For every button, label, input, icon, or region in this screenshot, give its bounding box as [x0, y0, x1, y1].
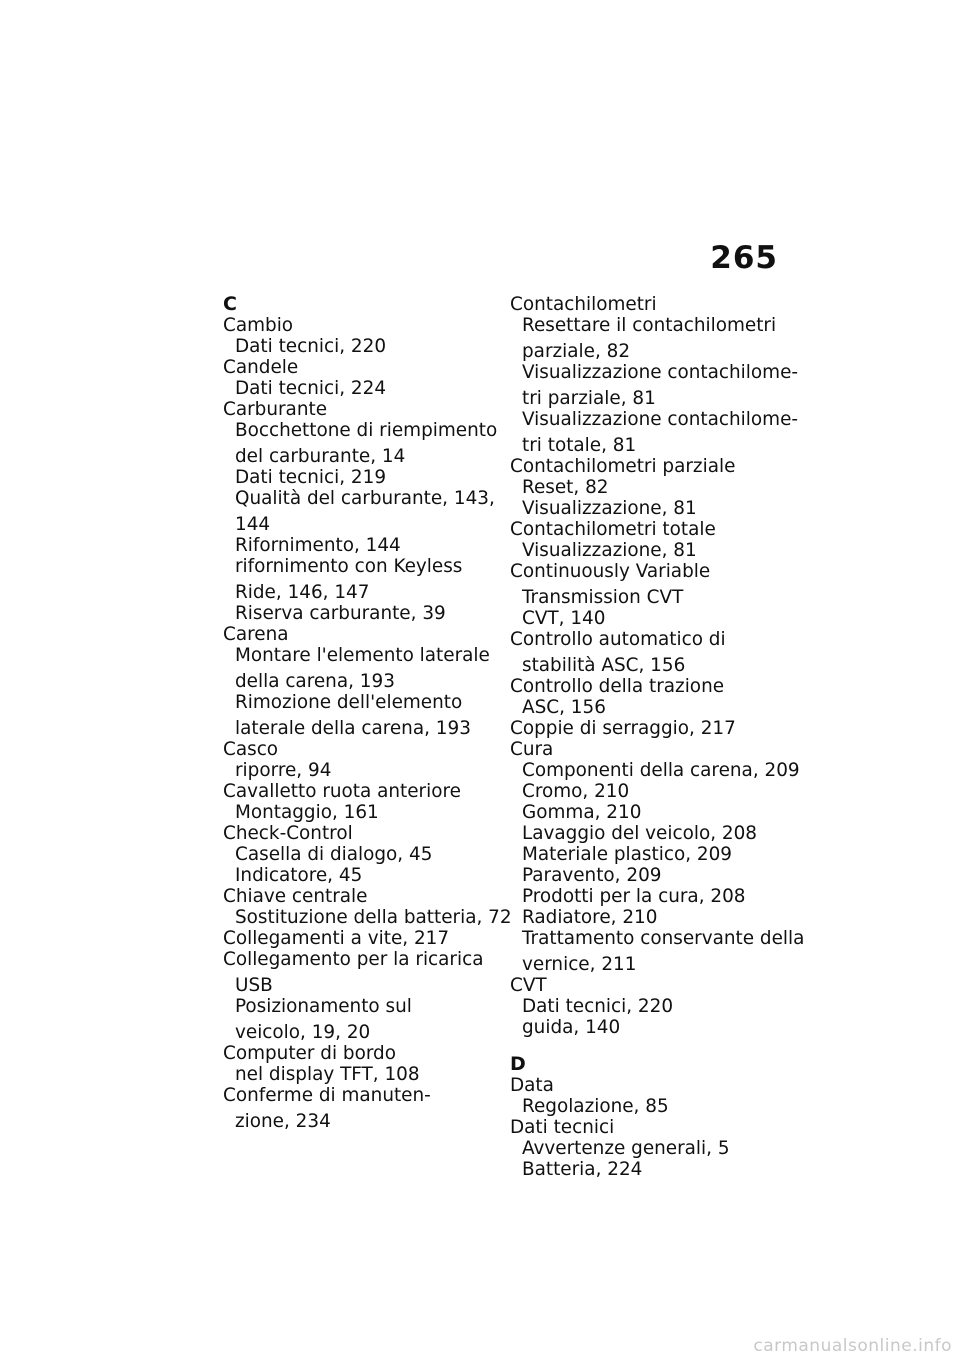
- index-entry: Cambio: [223, 315, 294, 336]
- index-subentry: Montare l'elemento laterale: [235, 645, 490, 666]
- index-subentry: Bocchettone di riempimento: [235, 420, 498, 441]
- index-continuation: Transmission CVT: [522, 587, 684, 608]
- index-subentry: Rimozione dell'elemento: [235, 692, 463, 713]
- index-subentry: Radiatore, 210: [522, 907, 658, 928]
- index-subentry: Batteria, 224: [522, 1159, 643, 1180]
- index-subentry: Componenti della carena, 209: [522, 760, 800, 781]
- index-entry: Contachilometri totale: [510, 519, 716, 540]
- index-subentry: Visualizzazione, 81: [522, 498, 697, 519]
- index-subentry: Indicatore, 45: [235, 865, 363, 886]
- index-subentry: Casella di dialogo, 45: [235, 844, 433, 865]
- index-subentry: guida, 140: [522, 1017, 621, 1038]
- index-subentry: Posizionamento sul: [235, 996, 412, 1017]
- index-subentry: Rifornimento, 144: [235, 535, 401, 556]
- index-continuation: zione, 234: [235, 1111, 331, 1132]
- index-subentry: Dati tecnici, 224: [235, 378, 387, 399]
- index-entry: Controllo automatico di: [510, 629, 726, 650]
- index-continuation: stabilità ASC, 156: [522, 655, 686, 676]
- index-subentry: Montaggio, 161: [235, 802, 379, 823]
- index-subentry: Dati tecnici, 219: [235, 467, 387, 488]
- index-section-letter: C: [223, 293, 237, 315]
- index-entry: CVT: [510, 975, 547, 996]
- index-continuation: vernice, 211: [522, 954, 637, 975]
- index-continuation: del carburante, 14: [235, 446, 406, 467]
- index-subentry: Materiale plastico, 209: [522, 844, 732, 865]
- index-subentry: riporre, 94: [235, 760, 332, 781]
- index-subentry: Gomma, 210: [522, 802, 642, 823]
- index-subentry: Qualità del carburante, 143,: [235, 488, 495, 509]
- index-subentry: Dati tecnici, 220: [235, 336, 387, 357]
- index-subentry: Dati tecnici, 220: [522, 996, 674, 1017]
- index-entry: Cavalletto ruota anteriore: [223, 781, 461, 802]
- index-entry: Collegamento per la ricarica: [223, 949, 484, 970]
- index-continuation: parziale, 82: [522, 341, 631, 362]
- index-entry: Cura: [510, 739, 554, 760]
- index-column-right: [510, 294, 805, 1180]
- page-number: 265: [710, 240, 778, 276]
- index-subentry: Regolazione, 85: [522, 1096, 669, 1117]
- index-entry: Carburante: [223, 399, 328, 420]
- index-subentry: Trattamento conservante della: [522, 928, 805, 949]
- index-subentry: Prodotti per la cura, 208: [522, 886, 746, 907]
- index-subentry: Avvertenze generali, 5: [522, 1138, 730, 1159]
- index-subentry: Cromo, 210: [522, 781, 630, 802]
- index-continuation: laterale della carena, 193: [235, 718, 471, 739]
- index-continuation: tri parziale, 81: [522, 388, 656, 409]
- index-subentry: Lavaggio del veicolo, 208: [522, 823, 757, 844]
- index-subentry: Reset, 82: [522, 477, 609, 498]
- index-section-letter: D: [510, 1053, 526, 1075]
- watermark: carmanualsonline.info: [753, 1336, 952, 1356]
- index-entry: Coppie di serraggio, 217: [510, 718, 736, 739]
- index-entry: Casco: [223, 739, 279, 760]
- index-continuation: Ride, 146, 147: [235, 582, 370, 603]
- index-subentry: Visualizzazione, 81: [522, 540, 697, 561]
- index-column-left: [223, 293, 512, 1132]
- index-subentry: Resettare il contachilometri: [522, 315, 777, 336]
- index-continuation: USB: [235, 975, 273, 996]
- index-subentry: Sostituzione della batteria, 72: [235, 907, 512, 928]
- index-subentry: Visualizzazione contachilome-: [522, 362, 799, 383]
- index-entry: Check-Control: [223, 823, 353, 844]
- index-entry: Dati tecnici: [510, 1117, 615, 1138]
- index-continuation: 144: [235, 514, 271, 535]
- index-entry: Contachilometri parziale: [510, 456, 736, 477]
- index-entry: Candele: [223, 357, 299, 378]
- index-subentry: rifornimento con Keyless: [235, 556, 463, 577]
- index-entry: Data: [510, 1075, 554, 1096]
- index-entry: Collegamenti a vite, 217: [223, 928, 450, 949]
- index-subentry: ASC, 156: [522, 697, 606, 718]
- index-subentry: nel display TFT, 108: [235, 1064, 420, 1085]
- index-subentry: CVT, 140: [522, 608, 606, 629]
- index-entry: Controllo della trazione: [510, 676, 725, 697]
- index-entry: Conferme di manuten-: [223, 1085, 431, 1106]
- index-continuation: tri totale, 81: [522, 435, 637, 456]
- index-subentry: Riserva carburante, 39: [235, 603, 446, 624]
- index-entry: Computer di bordo: [223, 1043, 396, 1064]
- index-entry: Continuously Variable: [510, 561, 711, 582]
- index-subentry: Paravento, 209: [522, 865, 662, 886]
- index-continuation: della carena, 193: [235, 671, 395, 692]
- index-subentry: Visualizzazione contachilome-: [522, 409, 799, 430]
- index-entry: Chiave centrale: [223, 886, 368, 907]
- index-continuation: veicolo, 19, 20: [235, 1022, 371, 1043]
- index-entry: Contachilometri: [510, 294, 657, 315]
- index-entry: Carena: [223, 624, 289, 645]
